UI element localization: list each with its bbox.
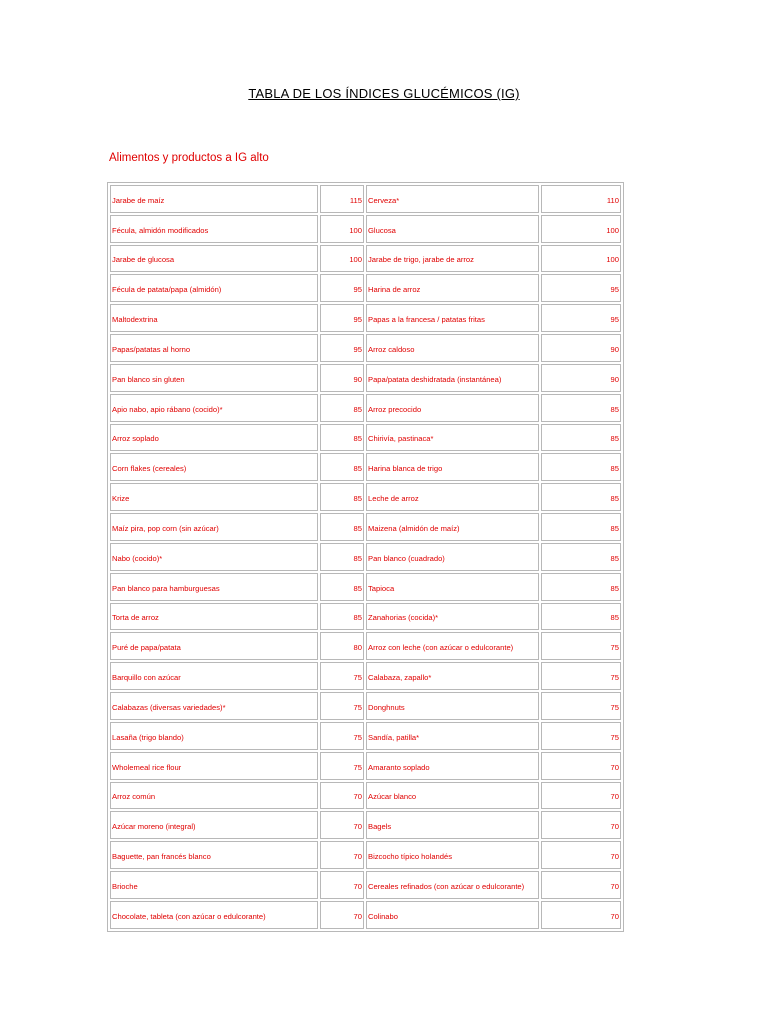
- gi-value-right: 100: [541, 215, 621, 243]
- food-name-right: Leche de arroz: [366, 483, 539, 511]
- table-row: [110, 752, 621, 780]
- gi-value-right: 70: [541, 811, 621, 839]
- table-row: [110, 632, 621, 660]
- table-row: [110, 215, 621, 243]
- gi-value-right: 70: [541, 841, 621, 869]
- gi-value-right: 70: [541, 871, 621, 899]
- table-row: [110, 424, 621, 452]
- food-name-right: Bagels: [366, 811, 539, 839]
- table-row: [110, 573, 621, 601]
- gi-value-right: 95: [541, 304, 621, 332]
- gi-value-right: 85: [541, 513, 621, 541]
- table-body: [110, 185, 621, 929]
- food-name-right: Zanahorias (cocida)*: [366, 603, 539, 631]
- gi-value-right: 85: [541, 394, 621, 422]
- table-row: [110, 782, 621, 810]
- food-name-left: Puré de papa/patata: [110, 632, 318, 660]
- gi-value-left: 85: [320, 424, 364, 452]
- gi-value-left: 95: [320, 304, 364, 332]
- gi-value-right: 110: [541, 185, 621, 213]
- section-title: Alimentos y productos a IG alto: [109, 152, 269, 164]
- gi-value-right: 85: [541, 573, 621, 601]
- gi-value-right: 70: [541, 752, 621, 780]
- table-row: [110, 453, 621, 481]
- gi-value-right: 75: [541, 662, 621, 690]
- gi-value-right: 70: [541, 901, 621, 929]
- food-name-left: Baguette, pan francés blanco: [110, 841, 318, 869]
- gi-value-left: 70: [320, 841, 364, 869]
- gi-value-right: 85: [541, 483, 621, 511]
- food-name-right: Donghnuts: [366, 692, 539, 720]
- food-name-right: Amaranto soplado: [366, 752, 539, 780]
- table-row: [110, 811, 621, 839]
- gi-value-left: 100: [320, 245, 364, 273]
- gi-value-right: 95: [541, 274, 621, 302]
- food-name-left: Papas/patatas al horno: [110, 334, 318, 362]
- food-name-right: Arroz caldoso: [366, 334, 539, 362]
- food-name-left: Wholemeal rice flour: [110, 752, 318, 780]
- food-name-left: Fécula de patata/papa (almidón): [110, 274, 318, 302]
- gi-value-left: 85: [320, 513, 364, 541]
- gi-value-left: 100: [320, 215, 364, 243]
- food-name-left: Apio nabo, apio rábano (cocido)*: [110, 394, 318, 422]
- food-name-right: Papas a la francesa / patatas fritas: [366, 304, 539, 332]
- food-name-left: Krize: [110, 483, 318, 511]
- table-row: [110, 841, 621, 869]
- gi-value-left: 70: [320, 901, 364, 929]
- gi-value-left: 75: [320, 752, 364, 780]
- gi-value-left: 70: [320, 811, 364, 839]
- gi-value-left: 85: [320, 573, 364, 601]
- food-name-right: Pan blanco (cuadrado): [366, 543, 539, 571]
- food-name-left: Brioche: [110, 871, 318, 899]
- gi-value-left: 85: [320, 394, 364, 422]
- food-name-right: Arroz precocido: [366, 394, 539, 422]
- food-name-left: Fécula, almidón modificados: [110, 215, 318, 243]
- food-name-left: Barquillo con azúcar: [110, 662, 318, 690]
- gi-value-left: 115: [320, 185, 364, 213]
- food-name-left: Maíz pira, pop corn (sin azúcar): [110, 513, 318, 541]
- table-row: [110, 185, 621, 213]
- table-row: [110, 513, 621, 541]
- food-name-left: Lasaña (trigo blando): [110, 722, 318, 750]
- table-row: [110, 603, 621, 631]
- gi-value-right: 85: [541, 543, 621, 571]
- table-row: [110, 722, 621, 750]
- food-name-right: Arroz con leche (con azúcar o edulcorante): [366, 632, 539, 660]
- table-row: [110, 394, 621, 422]
- gi-value-left: 85: [320, 543, 364, 571]
- food-name-right: Bizcocho típico holandés: [366, 841, 539, 869]
- food-name-right: Colinabo: [366, 901, 539, 929]
- gi-value-right: 75: [541, 692, 621, 720]
- gi-value-right: 85: [541, 453, 621, 481]
- food-name-left: Calabazas (diversas variedades)*: [110, 692, 318, 720]
- table-row: [110, 692, 621, 720]
- gi-value-right: 100: [541, 245, 621, 273]
- food-name-right: Harina blanca de trigo: [366, 453, 539, 481]
- table-row: [110, 662, 621, 690]
- gi-value-right: 70: [541, 782, 621, 810]
- food-name-left: Pan blanco para hamburguesas: [110, 573, 318, 601]
- table-row: [110, 871, 621, 899]
- table-row: [110, 483, 621, 511]
- gi-value-right: 75: [541, 632, 621, 660]
- gi-value-left: 85: [320, 603, 364, 631]
- food-name-left: Arroz soplado: [110, 424, 318, 452]
- gi-value-left: 70: [320, 782, 364, 810]
- gi-value-left: 80: [320, 632, 364, 660]
- table-row: [110, 364, 621, 392]
- gi-value-left: 90: [320, 364, 364, 392]
- table-row: [110, 901, 621, 929]
- food-name-right: Calabaza, zapallo*: [366, 662, 539, 690]
- gi-value-left: 85: [320, 483, 364, 511]
- food-name-left: Torta de arroz: [110, 603, 318, 631]
- gi-value-right: 85: [541, 424, 621, 452]
- food-name-left: Jarabe de maíz: [110, 185, 318, 213]
- table-row: [110, 543, 621, 571]
- gi-value-left: 95: [320, 274, 364, 302]
- food-name-left: Corn flakes (cereales): [110, 453, 318, 481]
- gi-value-left: 85: [320, 453, 364, 481]
- page-title: TABLA DE LOS ÍNDICES GLUCÉMICOS (IG): [248, 86, 520, 101]
- gi-value-left: 75: [320, 722, 364, 750]
- glycemic-index-table: [107, 182, 624, 932]
- food-name-left: Azúcar moreno (integral): [110, 811, 318, 839]
- table-row: [110, 245, 621, 273]
- food-name-left: Arroz común: [110, 782, 318, 810]
- food-name-right: Chirivía, pastinaca*: [366, 424, 539, 452]
- gi-value-left: 95: [320, 334, 364, 362]
- food-name-right: Papa/patata deshidratada (instantánea): [366, 364, 539, 392]
- food-name-right: Jarabe de trigo, jarabe de arroz: [366, 245, 539, 273]
- food-name-right: Maizena (almidón de maíz): [366, 513, 539, 541]
- gi-value-right: 75: [541, 722, 621, 750]
- food-name-right: Sandía, patilla*: [366, 722, 539, 750]
- food-name-right: Tapioca: [366, 573, 539, 601]
- food-name-right: Harina de arroz: [366, 274, 539, 302]
- gi-value-left: 70: [320, 871, 364, 899]
- food-name-left: Maltodextrina: [110, 304, 318, 332]
- food-name-left: Jarabe de glucosa: [110, 245, 318, 273]
- gi-value-right: 90: [541, 334, 621, 362]
- food-name-right: Cereales refinados (con azúcar o edulcorante): [366, 871, 539, 899]
- food-name-right: Cerveza*: [366, 185, 539, 213]
- food-name-left: Pan blanco sin gluten: [110, 364, 318, 392]
- food-name-right: Azúcar blanco: [366, 782, 539, 810]
- food-name-left: Chocolate, tableta (con azúcar o edulcorante): [110, 901, 318, 929]
- gi-value-right: 90: [541, 364, 621, 392]
- table-row: [110, 274, 621, 302]
- food-name-left: Nabo (cocido)*: [110, 543, 318, 571]
- gi-value-left: 75: [320, 692, 364, 720]
- table-row: [110, 304, 621, 332]
- gi-value-left: 75: [320, 662, 364, 690]
- food-name-right: Glucosa: [366, 215, 539, 243]
- table-row: [110, 334, 621, 362]
- gi-value-right: 85: [541, 603, 621, 631]
